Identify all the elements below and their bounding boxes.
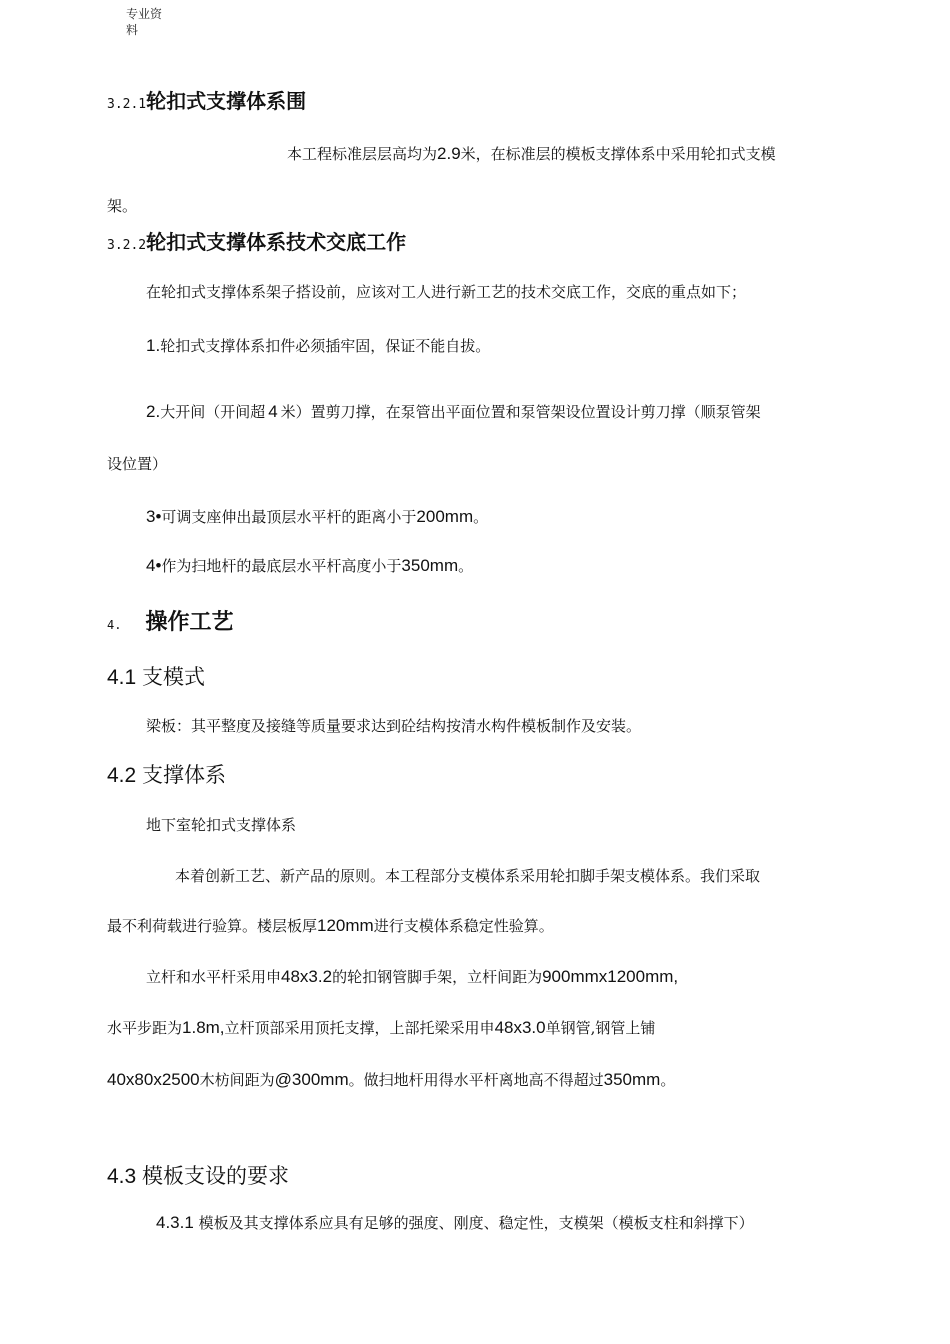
number-span: 350mm	[603, 1070, 661, 1089]
text-span: 。	[660, 1071, 676, 1089]
number-span: 48x3.0	[494, 1018, 546, 1037]
number-span: 48x3.2	[281, 967, 333, 986]
heading-title: 轮扣式支撑体系技术交底工作	[146, 230, 407, 254]
text-span: 米，在标准层的模板支撑体系中采用轮扣式支模	[460, 145, 776, 163]
heading-4	[107, 608, 233, 639]
text-span: 的轮扣钢管脚手架，立杆间距为	[332, 968, 543, 986]
list-text: 大开间（开间超	[160, 403, 266, 421]
text-span: 立杆顶部采用顶托支撑，上部托梁采用申	[224, 1019, 495, 1037]
heading-4-3: 4.3 模板支设的要求	[107, 1165, 290, 1188]
number-span: @300mm	[274, 1070, 349, 1089]
number-span: 4	[268, 402, 278, 421]
heading-4-1: 4.1 支模式	[107, 666, 206, 689]
list-item-2	[146, 402, 761, 422]
text-span: 木枋间距为	[199, 1071, 275, 1089]
list-text: 模板及其支撑体系应具有足够的强度、刚度、稳定性，支模架（模板支柱和斜撑下）	[198, 1214, 754, 1232]
heading-4-2: 4.2 支撑体系	[107, 764, 227, 787]
number-span: 200mm	[416, 507, 474, 526]
list-text: 作为扫地杆的最底层水平杆高度小于	[161, 557, 402, 575]
intro-paragraph: 在轮扣式支撑体系架子搭设前，应该对工人进行新工艺的技术交底工作，交底的重点如下；	[146, 283, 747, 301]
paragraph-3-2-1	[287, 144, 776, 164]
text-span: 单钢管,钢管上铺	[545, 1019, 656, 1037]
paragraph-4-2-4	[107, 1018, 655, 1038]
heading-title: 操作工艺	[145, 609, 234, 635]
heading-number: 3.2.1	[107, 97, 147, 112]
list-text: 。	[458, 557, 474, 575]
text-span: 本工程标准层层高均为	[287, 145, 438, 163]
paragraph-3-2-1-cont: 架。	[107, 197, 138, 215]
list-number: 4•	[146, 556, 162, 575]
list-text: 轮扣式支撑体系扣件必须插牢固，保证不能自拔。	[160, 337, 491, 355]
heading-3-2-1	[107, 88, 306, 118]
number-span: 2.9	[437, 144, 461, 163]
list-item-3	[146, 507, 488, 527]
heading-title: 轮扣式支撑体系围	[146, 89, 307, 113]
list-number: 2.	[146, 402, 161, 421]
list-number: 1.	[146, 336, 161, 355]
text-span: 进行支模体系稳定性验算。	[373, 917, 554, 935]
number-span: 1.8m,	[182, 1018, 225, 1037]
paragraph-4-1: 梁板：其平整度及接缝等质量要求达到砼结构按清水构件模板制作及安装。	[146, 717, 642, 735]
heading-number: 3.2.2	[107, 238, 147, 253]
list-number: 4.3.1	[156, 1213, 194, 1232]
list-number: 3•	[146, 507, 162, 526]
number-span: 900mmx1200mm,	[542, 967, 679, 986]
list-item-1	[146, 336, 490, 356]
heading-3-2-2	[107, 229, 406, 259]
text-span: 水平步距为	[107, 1019, 183, 1037]
paragraph-4-3-1	[156, 1213, 754, 1233]
list-item-4	[146, 556, 473, 576]
heading-number: 4.	[107, 618, 122, 632]
paragraph-4-2-3	[146, 967, 678, 987]
header-label-line1: 专业资	[126, 7, 163, 21]
header-label	[126, 6, 162, 38]
list-text: 可调支座伸出最顶层水平杆的距离小于	[161, 508, 417, 526]
text-span: 立杆和水平杆采用申	[146, 968, 282, 986]
list-text: 米）置剪刀撑，在泵管出平面位置和泵管架设位置设计剪刀撑（顺泵管架	[280, 403, 761, 421]
paragraph-4-2-1: 本着创新工艺、新产品的原则。本工程部分支模体系采用轮扣脚手架支模体系。我们采取	[175, 867, 761, 885]
header-label-line2: 料	[126, 23, 139, 37]
list-item-2-cont: 设位置）	[107, 455, 168, 473]
subheading-4-2: 地下室轮扣式支撑体系	[146, 816, 297, 834]
number-span: 40x80x2500	[107, 1070, 200, 1089]
paragraph-4-2-2	[107, 916, 554, 936]
number-span: 120mm	[317, 916, 374, 935]
paragraph-4-2-5	[107, 1070, 675, 1090]
list-text: 。	[473, 508, 489, 526]
number-span: 350mm	[401, 556, 459, 575]
text-span: 。做扫地杆用得水平杆离地高不得超过	[348, 1071, 604, 1089]
text-span: 最不利荷载进行验算。楼层板厚	[107, 917, 318, 935]
